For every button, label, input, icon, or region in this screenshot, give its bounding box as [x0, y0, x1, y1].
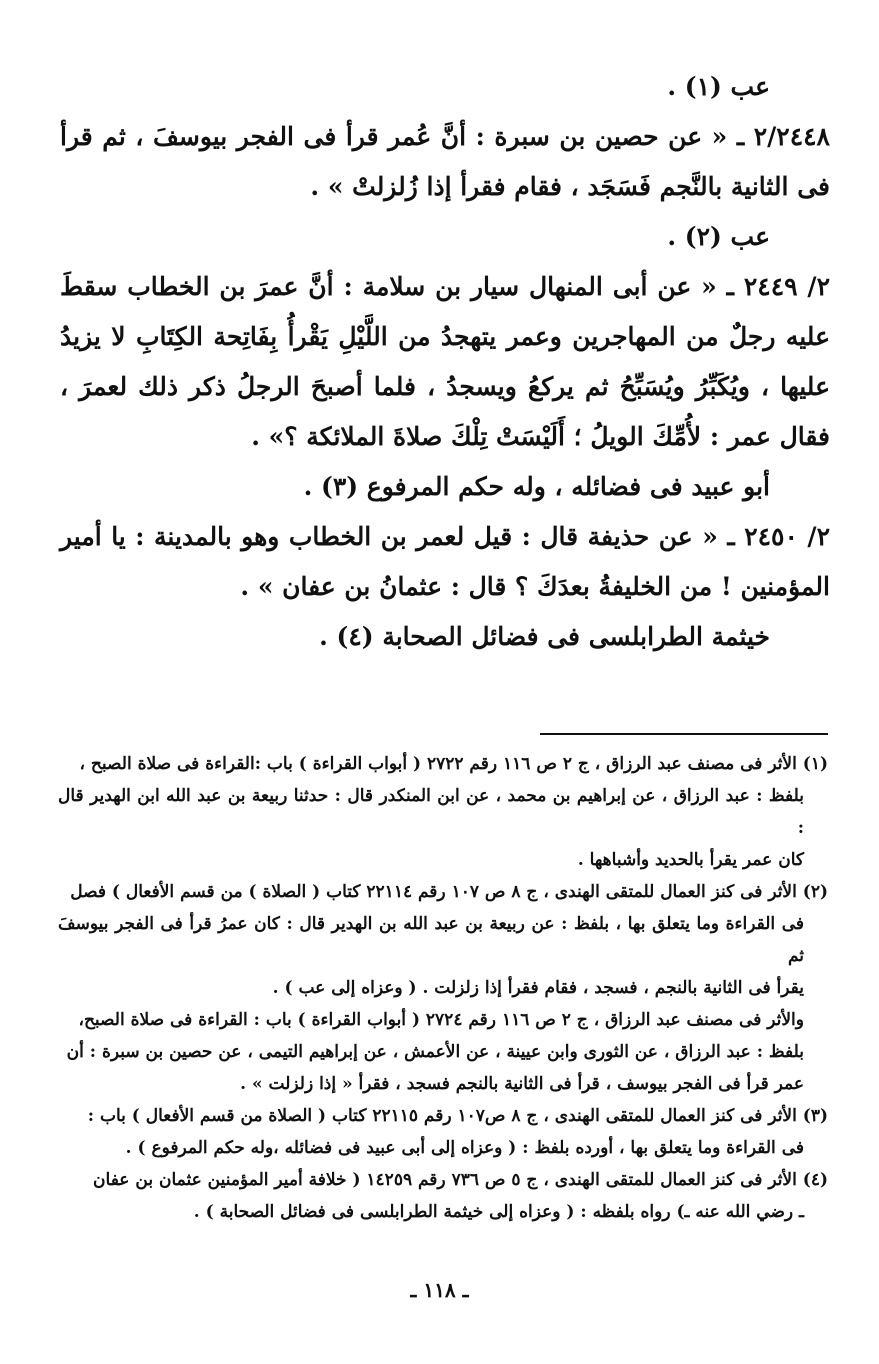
footnote-line: كان عمر يقرأ بالحديد وأشباهها .: [577, 850, 804, 870]
footnotes: [58, 748, 828, 1228]
footnote-line: (١) الأثر فى مصنف عبد الرزاق ، ج ٢ ص ١١٦ رقم ٢٧٢٢ ( أبواب القراءة ) باب :القراءة فى صلاة الصبح ،: [79, 754, 828, 774]
footnote-line: بلفظ : عبد الرزاق ، عن إبراهيم بن محمد ، عن ابن المنكدر قال : حدثنا ربيعة بن عبد الله ابن الهدير قال :: [58, 786, 804, 838]
footnote-4: [58, 1164, 828, 1228]
source-citation-2: عب (٢) .: [667, 222, 770, 251]
page-number: ـ ١١٨ ـ: [410, 1278, 469, 1302]
footnote-line: ـ رضي الله عنه ـ) رواه بلفظه : ( وعزاه إلى خيثمة الطرابلسى فى فضائل الصحابة ) .: [193, 1202, 804, 1222]
footnote-line: بلفظ : عبد الرزاق ، عن الثورى وابن عيينة ، عن الأعمش ، عن إبراهيم التيمى ، عن حصين بن سبرة : أن: [66, 1042, 804, 1062]
footnote-1: [58, 748, 828, 876]
main-text: [60, 62, 830, 662]
footnote-line: والأثر فى مصنف عبد الرزاق ، ج ٢ ص ١١٦ رقم ٢٧٢٤ ( أبواب القراءة ) باب : القراءة فى صلاة الصبح،: [78, 1010, 804, 1030]
hadith-2448: ٢/٢٤٤٨ ـ « عن حصين بن سبرة : أنَّ عُمر قرأ فى الفجر بيوسفَ ، ثم قرأ فى الثانية بالنَّجم فَسَجَد ، فقام فقرأ إذا زُلزلتْ » .: [60, 122, 830, 201]
source-citation-4: خيثمة الطرابلسى فى فضائل الصحابة (٤) .: [319, 622, 770, 651]
footnote-line: (٢) الأثر فى كنز العمال للمتقى الهندى ، ج ٨ ص ١٠٧ رقم ٢٢١١٤ كتاب ( الصلاة ) من قسم الأفعال ) فصل: [70, 882, 828, 902]
footnote-line: فى القراءة وما يتعلق بها ، بلفظ : عن ربيعة بن عبد الله بن الهدير قال : كان عمرُ قرأ فى الفجر بيوسفَ ثم: [58, 914, 804, 966]
hadith-2449: ٢/ ٢٤٤٩ ـ « عن أبى المنهال سيار بن سلامة : أنَّ عمرَ بن الخطاب سقطَ عليه رجلٌ من المهاجرين وعمر يتهجدُ من اللَّيْلِ يَقْرأُ بِفَاتِحة الكِتَابِ لا يزيدُ عليها ، ويُكَبِّرُ ويُسَبِّحُ ثم يركعُ ويسجدُ ، فلما أصبحَ الرجلُ ذكر ذلك لعمرَ ، فقال عمر : لأُمِّكَ الويلُ ؛ أَلَيْسَتْ تِلْكَ صلاةَ الملائكة ؟» .: [60, 272, 830, 451]
footnote-line: فى القراءة وما يتعلق بها ، أورده بلفظ : ( وعزاه إلى أبى عبيد فى فضائله ،وله حكم المرفوع ) .: [125, 1138, 804, 1158]
footnote-line: (٣) الأثر فى كنز العمال للمتقى الهندى ، ج ٨ ص١٠٧ رقم ٢٢١١٥ كتاب ( الصلاة من قسم الأفعال ) باب :: [87, 1106, 828, 1126]
footnote-line: عمر قرأ فى الفجر بيوسف ، قرأ فى الثانية بالنجم فسجد ، فقرأ « إذا زلزلت » .: [240, 1074, 804, 1094]
footnote-separator: [540, 733, 828, 735]
footnote-line: يقرأ فى الثانية بالنجم ، فسجد ، فقام فقرأ إذا زلزلت . ( وعزاه إلى عب ) .: [272, 978, 804, 998]
source-citation-1: عب (١) .: [667, 72, 770, 101]
source-citation-3: أبو عبيد فى فضائله ، وله حكم المرفوع (٣) .: [303, 472, 770, 501]
hadith-2450: ٢/ ٢٤٥٠ ـ « عن حذيفة قال : قيل لعمر بن الخطاب وهو بالمدينة : يا أمير المؤمنين ! من الخليفةُ بعدَكَ ؟ قال : عثمانُ بن عفان » .: [60, 522, 830, 601]
footnote-3: [58, 1100, 828, 1164]
footnote-2: [58, 876, 828, 1100]
footnote-line: (٤) الأثر فى كنز العمال للمتقى الهندى ، ج ٥ ص ٧٣٦ رقم ١٤٢٥٩ ( خلافة أمير المؤمنين عثمان بن عفان: [93, 1170, 828, 1190]
